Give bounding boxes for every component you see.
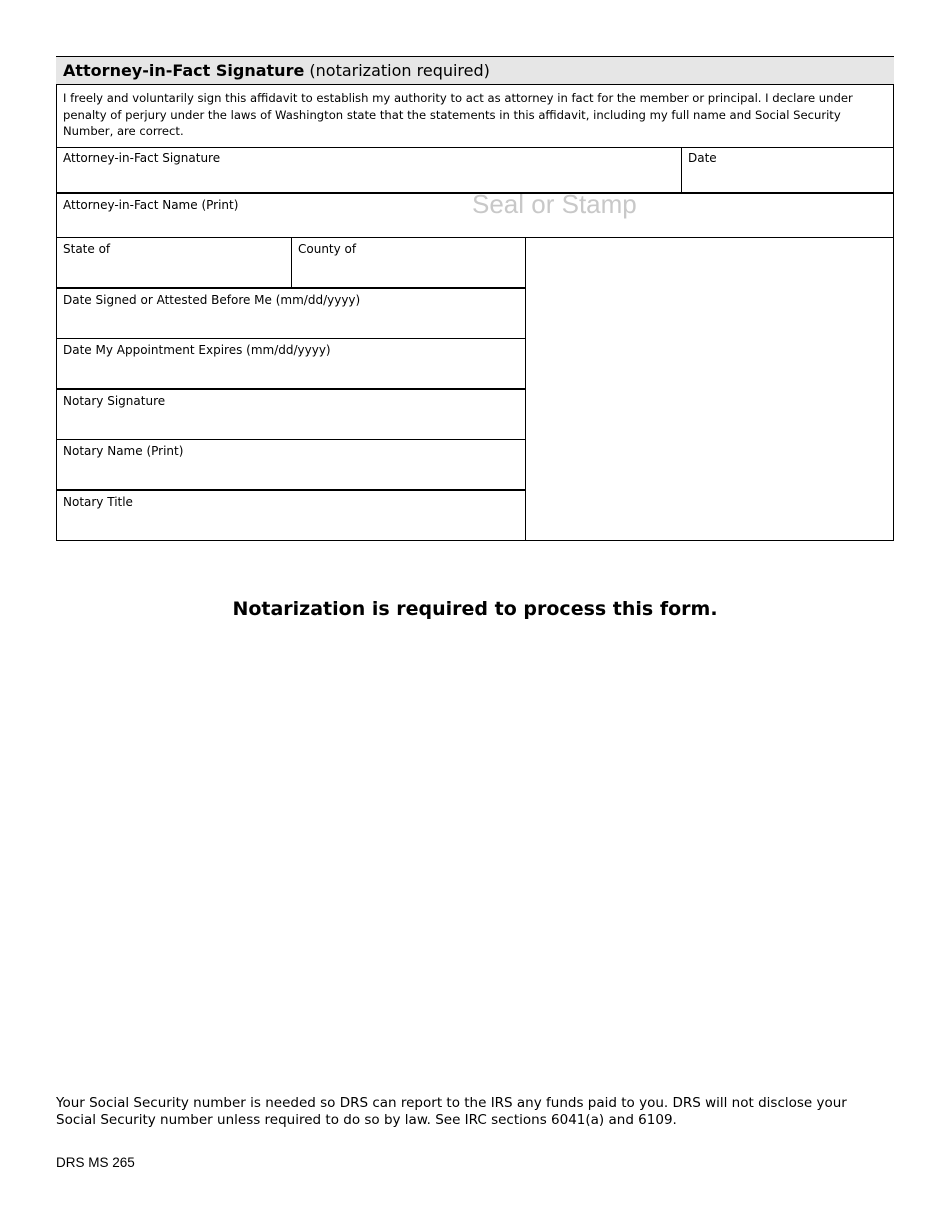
seal-or-stamp-placeholder: Seal or Stamp xyxy=(472,189,637,219)
divider xyxy=(57,147,893,148)
date-label: Date xyxy=(688,151,717,165)
notary-signature-label: Notary Signature xyxy=(63,394,166,408)
divider xyxy=(681,147,682,193)
county-of-label: County of xyxy=(298,242,357,256)
notarization-notice: Notarization is required to process this form. xyxy=(232,598,718,620)
divider xyxy=(57,237,893,238)
divider xyxy=(57,338,525,339)
form-grid xyxy=(56,84,894,541)
form-id: DRS MS 265 xyxy=(56,1155,135,1170)
state-of-field[interactable] xyxy=(57,238,291,287)
divider xyxy=(57,489,525,491)
aif-name-label: Attorney-in-Fact Name (Print) xyxy=(63,198,239,212)
aif-signature-field[interactable] xyxy=(57,147,681,193)
divider xyxy=(291,237,292,288)
divider xyxy=(525,237,526,540)
privacy-statement: Your Social Security number is needed so DRS can report to the IRS any funds paid to you. DRS will not disclose your Social Security number unless required to do so by law. See IRC sections 6041(a) and 6109. xyxy=(56,1095,847,1128)
county-of-field[interactable] xyxy=(292,238,525,287)
notary-name-field[interactable] xyxy=(57,440,525,488)
section-header xyxy=(56,56,894,84)
notary-name-label: Notary Name (Print) xyxy=(63,444,184,458)
date-signed-label: Date Signed or Attested Before Me (mm/dd/yyyy) xyxy=(63,293,361,307)
seal-area xyxy=(526,238,893,540)
state-of-label: State of xyxy=(63,242,111,256)
divider xyxy=(57,388,525,390)
appointment-expires-field[interactable] xyxy=(57,339,525,387)
declaration-text: I freely and voluntarily sign this affidavit to establish my authority to act as attorney in fact for the member or principal. I declare under penalty of perjury under the laws of Washington state that the statements in this affidavit, including my full name and Social Security Number, are correct. xyxy=(63,91,853,138)
section-title-note: (notarization required) xyxy=(309,61,490,80)
notary-title-field[interactable] xyxy=(57,491,525,540)
aif-signature-label: Attorney-in-Fact Signature xyxy=(63,151,221,165)
date-field[interactable] xyxy=(682,147,893,193)
notary-title-label: Notary Title xyxy=(63,495,133,509)
notary-signature-field[interactable] xyxy=(57,390,525,438)
section-title: Attorney-in-Fact Signature xyxy=(63,61,305,80)
date-signed-field[interactable] xyxy=(57,289,525,337)
declaration-cell xyxy=(57,85,893,147)
appointment-expires-label: Date My Appointment Expires (mm/dd/yyyy) xyxy=(63,343,331,357)
divider xyxy=(57,439,525,440)
notarization-form xyxy=(56,56,894,541)
